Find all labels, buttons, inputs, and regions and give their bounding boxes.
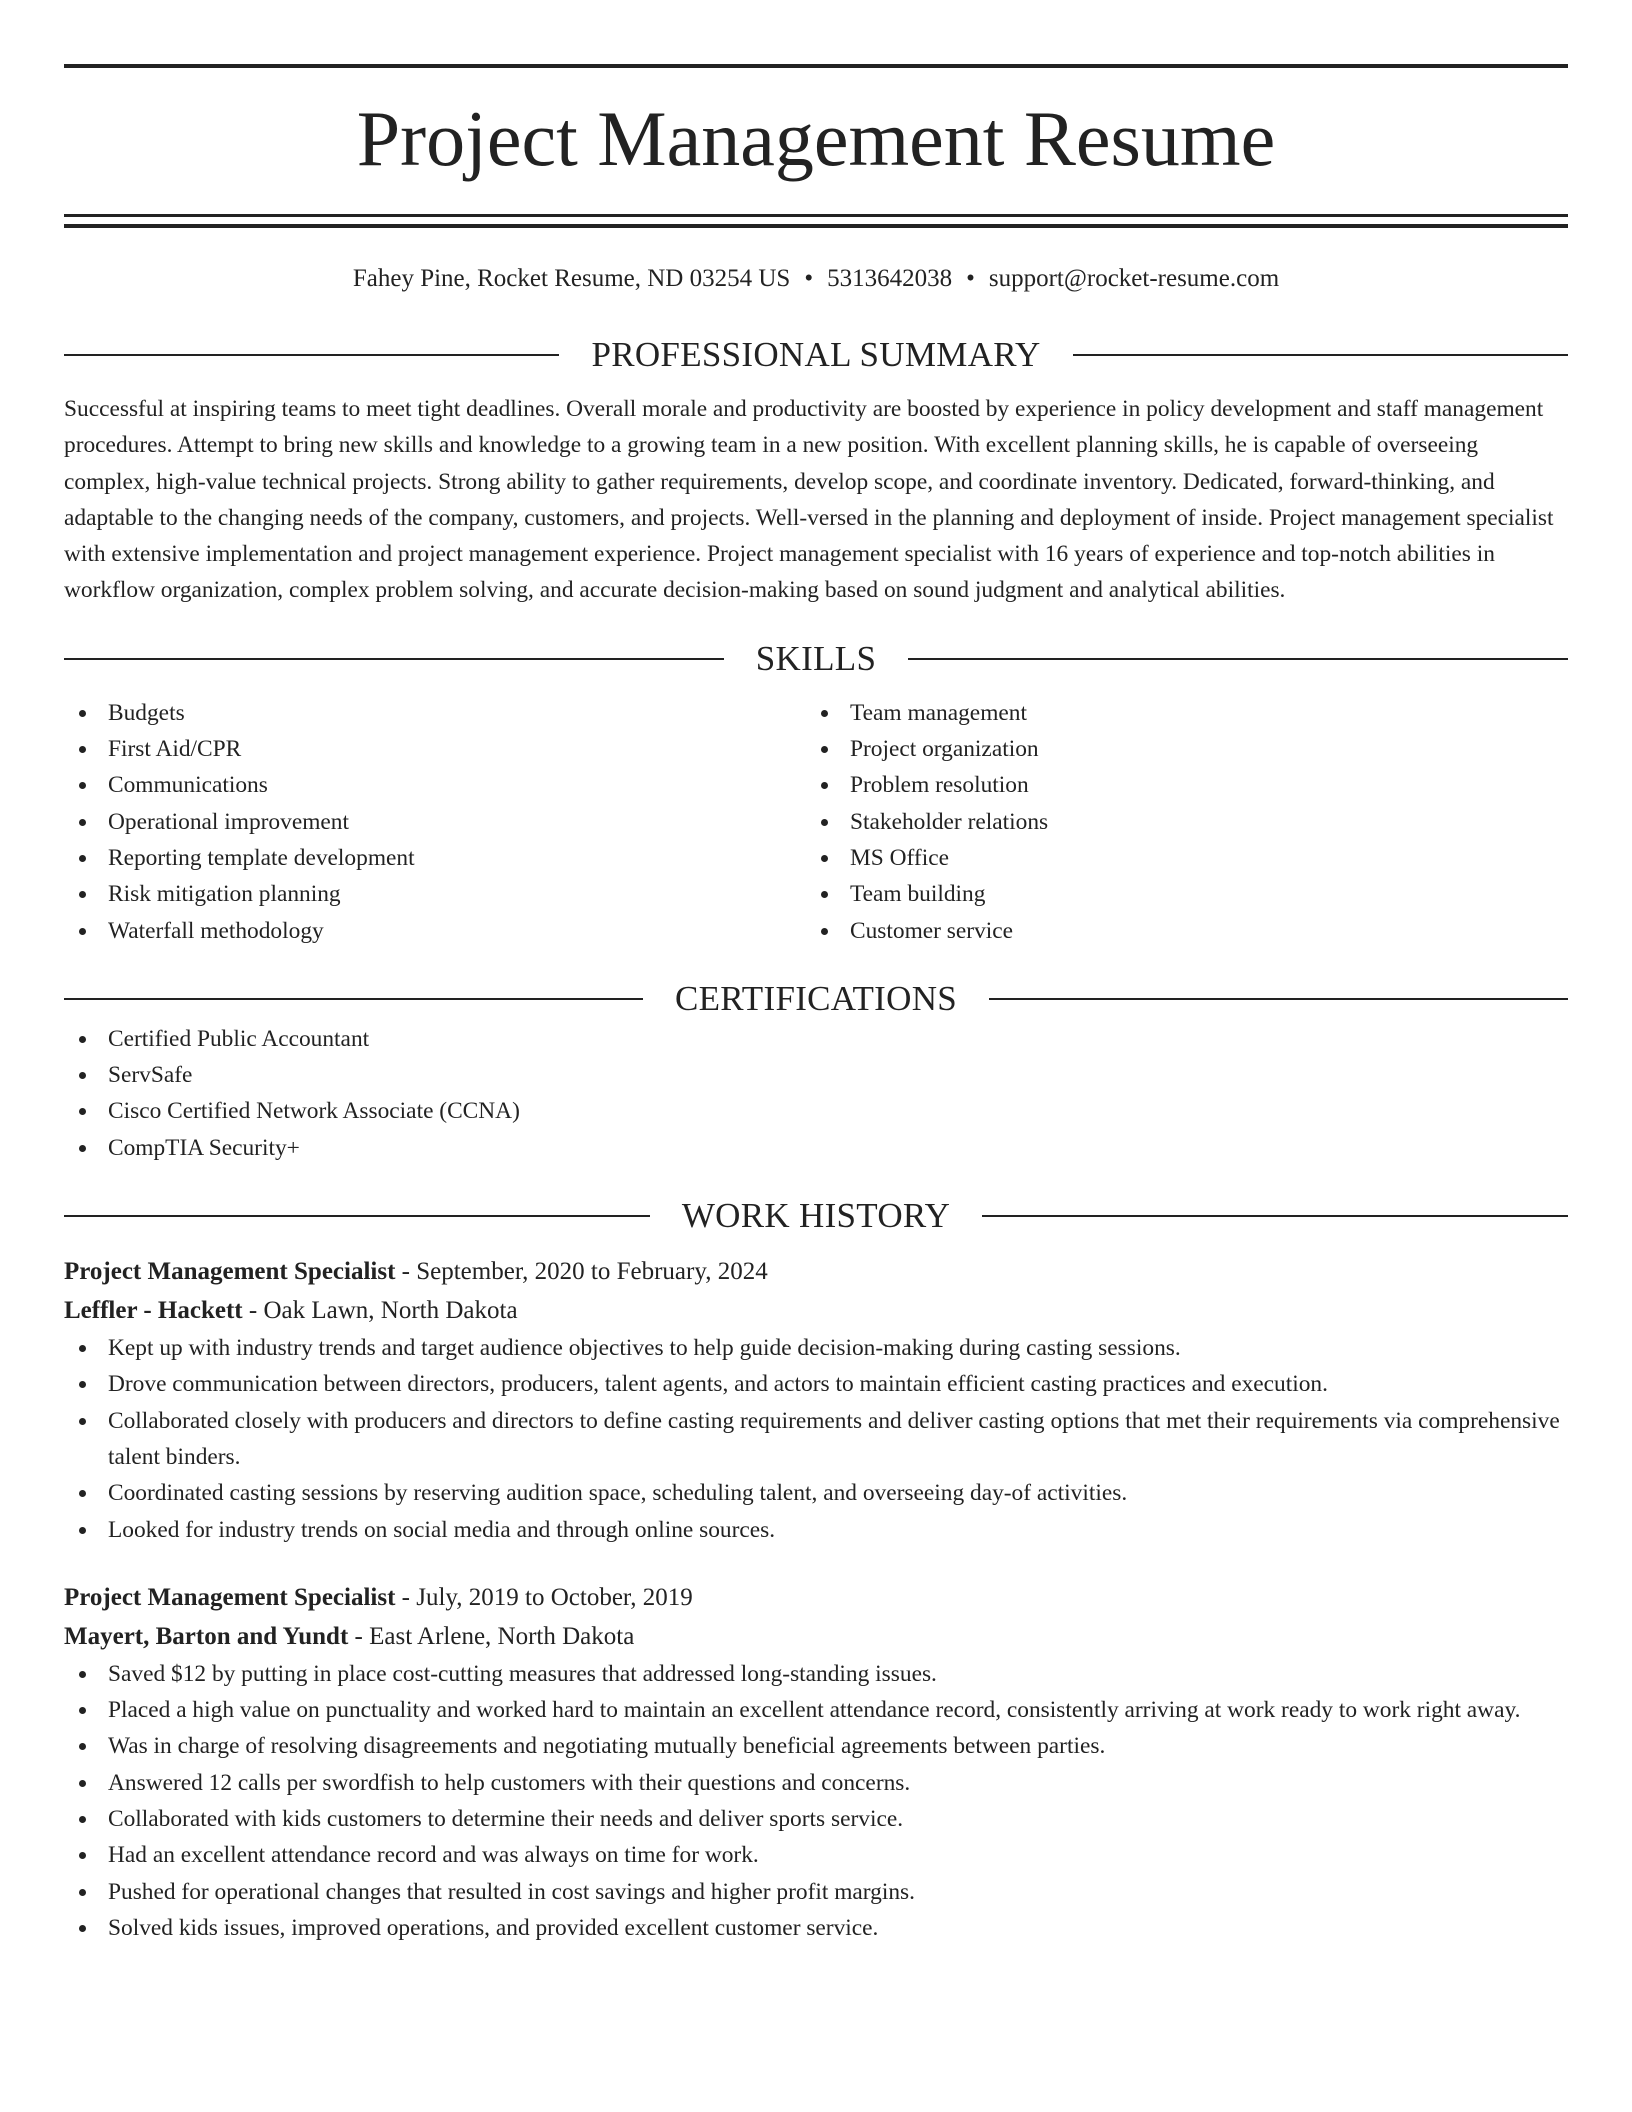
bullet-dot [79, 928, 86, 935]
bullet-dot [821, 782, 828, 789]
job-entry [64, 1578, 1568, 1946]
summary-paragraph: Successful at inspiring teams to meet tight deadlines. Overall morale and productivity are boosted by experience in policy development and staff management procedures. Attempt to bring new skills and knowledge to a growing team in a new position. With excellent planning skills, he is capable of overseeing complex, high-value technical projects. Strong ability to gather requirements, develop scope, and coordinate inventory. Dedicated, forward-thinking, and adaptable to the changing needs of the company, customers, and projects. Well-versed in the planning and deployment of inside. Project management specialist with extensive implementation and project management experience. Project management specialist with 16 years of experience and top-notch abilities in workflow organization, complex problem solving, and accurate decision-making based on sound judgment and analytical abilities. [64, 396, 1554, 604]
bullet-dot [79, 1418, 86, 1425]
contact-separator: • [804, 265, 814, 292]
job-duty-item: Drove communication between directors, producers, talent agents, and actors to maintain efficient casting practices and execution. [64, 1366, 1568, 1402]
contact-email: support@rocket-resume.com [988, 265, 1280, 292]
job-duty-item: Saved $12 by putting in place cost-cutting measures that addressed long-standing issues. [64, 1656, 1568, 1692]
job-company-line [64, 1291, 1568, 1330]
job-duty-item: Collaborated with kids customers to determine their needs and deliver sports service. [64, 1801, 1568, 1837]
bullet-dot [79, 1072, 86, 1079]
job-duty-item: Answered 12 calls per swordfish to help customers with their questions and concerns. [64, 1765, 1568, 1801]
skill-item: Risk mitigation planning [64, 876, 806, 912]
skills-left-list [64, 695, 806, 949]
skill-item: Problem resolution [806, 767, 1548, 803]
contact-address: Fahey Pine, Rocket Resume, ND 03254 US [352, 265, 791, 292]
bullet-dot [79, 1145, 86, 1152]
certification-item: CompTIA Security+ [64, 1130, 1568, 1166]
job-duties-list [64, 1330, 1568, 1548]
bullet-dot [79, 1671, 86, 1678]
job-duty-item: Coordinated casting sessions by reserving audition space, scheduling talent, and overseeing day-of activities. [64, 1475, 1568, 1511]
job-duty-item: Kept up with industry trends and target audience objectives to help guide decision-making during casting sessions. [64, 1330, 1568, 1366]
skill-item: Stakeholder relations [806, 804, 1548, 840]
skills-right-list [806, 695, 1548, 949]
job-duty-item: Was in charge of resolving disagreements and negotiating mutually beneficial agreements between parties. [64, 1728, 1568, 1764]
resume-title: Project Management Resume [356, 95, 1276, 182]
certification-item: Cisco Certified Network Associate (CCNA) [64, 1093, 1568, 1129]
bullet-dot [79, 891, 86, 898]
skill-item: Customer service [806, 913, 1548, 949]
contact-line [64, 263, 1568, 295]
job-dates: - September, 2020 to February, 2024 [395, 1258, 768, 1286]
bullet-dot [821, 710, 828, 717]
job-title: Project Management Specialist [64, 1258, 396, 1286]
job-duty-item: Looked for industry trends on social media and through online sources. [64, 1512, 1568, 1548]
bullet-dot [79, 1527, 86, 1534]
skill-item: Budgets [64, 695, 806, 731]
heading-rule [982, 1215, 1568, 1217]
title-double-rule [64, 214, 1568, 228]
job-location: - East Arlene, North Dakota [348, 1622, 635, 1650]
top-rule [64, 64, 1568, 68]
bullet-dot [79, 1743, 86, 1750]
job-location: - Oak Lawn, North Dakota [242, 1297, 518, 1325]
section-heading-work-history [64, 1194, 1568, 1238]
heading-rule [908, 658, 1568, 660]
bullet-dot [79, 1381, 86, 1388]
heading-rule [64, 998, 643, 1000]
bullet-dot [79, 1036, 86, 1043]
bullet-dot [79, 1108, 86, 1115]
certification-item: ServSafe [64, 1057, 1568, 1093]
skill-item: Team building [806, 876, 1548, 912]
skill-item: Operational improvement [64, 804, 806, 840]
bullet-dot [821, 746, 828, 753]
bullet-dot [79, 1780, 86, 1787]
skill-item: Team management [806, 695, 1548, 731]
bullet-dot [79, 819, 86, 826]
contact-separator: • [966, 265, 975, 292]
contact-phone: 5313642038 [827, 265, 953, 292]
bullet-dot [821, 855, 828, 862]
resume-page [64, 64, 1568, 1946]
bullet-dot [79, 855, 86, 862]
bullet-dot [79, 1490, 86, 1497]
bullet-dot [79, 1707, 86, 1714]
job-company: Mayert, Barton and Yundt [64, 1622, 349, 1650]
bullet-dot [79, 1345, 86, 1352]
heading-rule [989, 998, 1568, 1000]
bullet-dot [821, 819, 828, 826]
job-title-line [64, 1578, 1568, 1617]
bullet-dot [79, 746, 86, 753]
heading-rule [64, 658, 724, 660]
skill-item: Project organization [806, 731, 1548, 767]
skills-left-column [64, 695, 806, 949]
bullet-dot [79, 1889, 86, 1896]
bullet-dot [79, 710, 86, 717]
heading-rule [64, 1215, 650, 1217]
section-heading-label: CERTIFICATIONS [674, 978, 958, 1018]
section-heading-label: PROFESSIONAL SUMMARY [591, 335, 1041, 374]
heading-rule [64, 354, 559, 356]
job-duty-item: Had an excellent attendance record and was always on time for work. [64, 1837, 1568, 1873]
heading-rule [1073, 354, 1568, 356]
section-heading-summary [64, 333, 1568, 377]
bullet-dot [79, 1852, 86, 1859]
section-heading-certifications [64, 977, 1568, 1021]
job-duties-list [64, 1656, 1568, 1946]
bullet-dot [821, 928, 828, 935]
job-duty-item: Placed a high value on punctuality and worked hard to maintain an excellent attendance record, consistently arriving at work ready to work right away. [64, 1692, 1568, 1728]
certification-item: Certified Public Accountant [64, 1021, 1568, 1057]
section-heading-label: WORK HISTORY [681, 1196, 951, 1236]
skills-right-column [806, 695, 1548, 949]
skill-item: First Aid/CPR [64, 731, 806, 767]
skill-item: Waterfall methodology [64, 913, 806, 949]
bullet-dot [79, 782, 86, 789]
job-company-line [64, 1617, 1568, 1656]
skill-item: MS Office [806, 840, 1548, 876]
job-duty-item: Collaborated closely with producers and directors to define casting requirements and deliver casting options that met their requirements via comprehensive talent binders. [64, 1403, 1568, 1476]
job-company: Leffler - Hackett [64, 1297, 243, 1325]
job-duty-item: Solved kids issues, improved operations, and provided excellent customer service. [64, 1910, 1568, 1946]
skill-item: Reporting template development [64, 840, 806, 876]
section-heading-label: SKILLS [755, 638, 877, 678]
certifications-list [64, 1021, 1568, 1166]
job-entry [64, 1252, 1568, 1548]
section-heading-skills [64, 637, 1568, 681]
bullet-dot [79, 1816, 86, 1823]
skills-columns [64, 695, 1568, 949]
bullet-dot [79, 1925, 86, 1932]
job-duty-item: Pushed for operational changes that resulted in cost savings and higher profit margins. [64, 1874, 1568, 1910]
skill-item: Communications [64, 767, 806, 803]
job-title-line [64, 1252, 1568, 1291]
job-title: Project Management Specialist [64, 1583, 396, 1611]
job-dates: - July, 2019 to October, 2019 [395, 1583, 693, 1611]
bullet-dot [821, 891, 828, 898]
